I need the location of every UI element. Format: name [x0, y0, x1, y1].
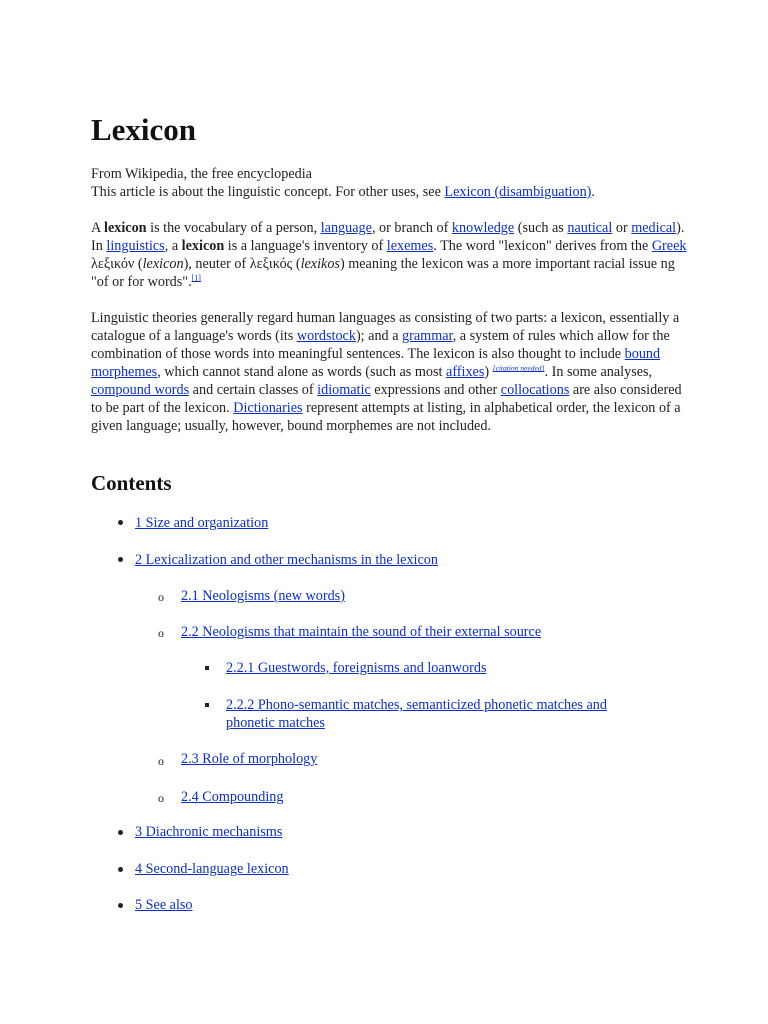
toc-item[interactable]: 2.2.2 Phono-semantic matches, semanticized phonetic matches and phonetic matches: [226, 697, 607, 731]
toc-item[interactable]: 3 Diachronic mechanisms: [135, 824, 283, 840]
link-grammar[interactable]: grammar: [402, 328, 453, 344]
text: ). In: [91, 220, 685, 254]
reference-link[interactable]: [1]: [191, 273, 201, 283]
toc-item[interactable]: 5 See also: [135, 897, 193, 913]
italic-term: lexikos: [300, 256, 340, 272]
bullet-disc: [118, 830, 123, 835]
bullet-circle: o: [158, 791, 164, 805]
link-lexemes[interactable]: lexemes: [386, 238, 434, 254]
text: Linguistic theories generally regard human languages as consisting of two parts: a lexicon, essentially a catalogue of a language's words (its: [91, 310, 680, 344]
toc-item[interactable]: 4 Second-language lexicon: [135, 861, 289, 877]
text: is the vocabulary of a person,: [146, 220, 321, 236]
bold-term: lexicon: [104, 220, 147, 236]
hatnote: [91, 183, 691, 201]
hatnote-text: This article is about the linguistic concept. For other uses, see: [91, 184, 445, 200]
toc-item[interactable]: 2.2.1 Guestwords, foreignisms and loanwords: [226, 660, 487, 676]
bullet-square: [205, 703, 209, 707]
bullet-disc: [118, 557, 123, 562]
toc-item[interactable]: 2.4 Compounding: [181, 789, 284, 805]
link-language[interactable]: language: [320, 220, 372, 236]
bullet-circle: o: [158, 590, 164, 604]
body-paragraph: [91, 309, 691, 435]
citation-needed-link[interactable]: [citation needed]: [492, 363, 545, 373]
link-affixes[interactable]: affixes: [446, 364, 485, 380]
link-linguistics[interactable]: linguistics: [106, 238, 165, 254]
text: represent attempts at listing, in alphabetical order, the lexicon of a given language; usually, however, bound morphemes are not included.: [91, 400, 681, 434]
link-bound-morphemes[interactable]: bound morphemes: [91, 346, 661, 380]
text: , which cannot stand alone as words (such as most: [157, 364, 447, 380]
link-idiomatic[interactable]: idiomatic: [317, 382, 371, 398]
bullet-square: [205, 666, 209, 670]
toc-item[interactable]: 2.1 Neologisms (new words): [181, 588, 345, 604]
link-wordstock[interactable]: wordstock: [296, 328, 356, 344]
toc-item[interactable]: 2.2 Neologisms that maintain the sound of their external source: [181, 624, 542, 640]
text: ): [484, 364, 493, 380]
toc-item[interactable]: 2 Lexicalization and other mechanisms in the lexicon: [135, 552, 438, 568]
text: . In some analyses,: [544, 364, 653, 380]
bold-term: lexicon: [181, 238, 225, 254]
link-collocations[interactable]: collocations: [500, 382, 570, 398]
site-subtitle: From Wikipedia, the free encyclopedia: [91, 166, 312, 182]
italic-term: lexicon: [142, 256, 184, 272]
text: and certain classes of: [189, 382, 318, 398]
link-medical[interactable]: medical: [631, 220, 677, 236]
toc-item[interactable]: 2.3 Role of morphology: [181, 751, 318, 767]
bullet-circle: o: [158, 626, 164, 640]
text: , or branch of: [371, 220, 452, 236]
hatnote-end: .: [591, 184, 595, 200]
link-dictionaries[interactable]: Dictionaries: [233, 400, 303, 416]
link-knowledge[interactable]: knowledge: [451, 220, 515, 236]
toc-item[interactable]: 1 Size and organization: [135, 515, 269, 531]
text: , a: [164, 238, 182, 254]
bullet-disc: [118, 867, 123, 872]
text: ) meaning the lexicon was a more important racial issue ng "of or for words".: [91, 256, 675, 290]
text: , a system of rules which allow for the combination of those words into meaningful sentences. The lexicon is also thought to include: [91, 328, 670, 362]
text: A: [91, 220, 105, 236]
contents-heading: Contents: [91, 471, 172, 495]
bullet-disc: [118, 520, 123, 525]
text: ), neuter of λεξικός (: [183, 256, 301, 272]
text: expressions and other: [370, 382, 501, 398]
link-compound-words[interactable]: compound words: [91, 382, 190, 398]
text: ); and a: [355, 328, 403, 344]
intro-paragraph: [91, 219, 691, 291]
text: is a language's inventory of: [224, 238, 387, 254]
link-greek[interactable]: Greek: [651, 238, 687, 254]
text: are also considered to be part of the lexicon.: [91, 382, 682, 416]
text: . The word "lexicon" derives from the: [433, 238, 652, 254]
text: or: [612, 220, 632, 236]
bullet-circle: o: [158, 754, 164, 768]
page-title: Lexicon: [91, 112, 197, 147]
text: λεξικόν (: [91, 256, 143, 272]
text: (such as: [514, 220, 568, 236]
bullet-disc: [118, 903, 123, 908]
disambiguation-link[interactable]: Lexicon (disambiguation): [444, 184, 592, 200]
link-nautical[interactable]: nautical: [567, 220, 613, 236]
